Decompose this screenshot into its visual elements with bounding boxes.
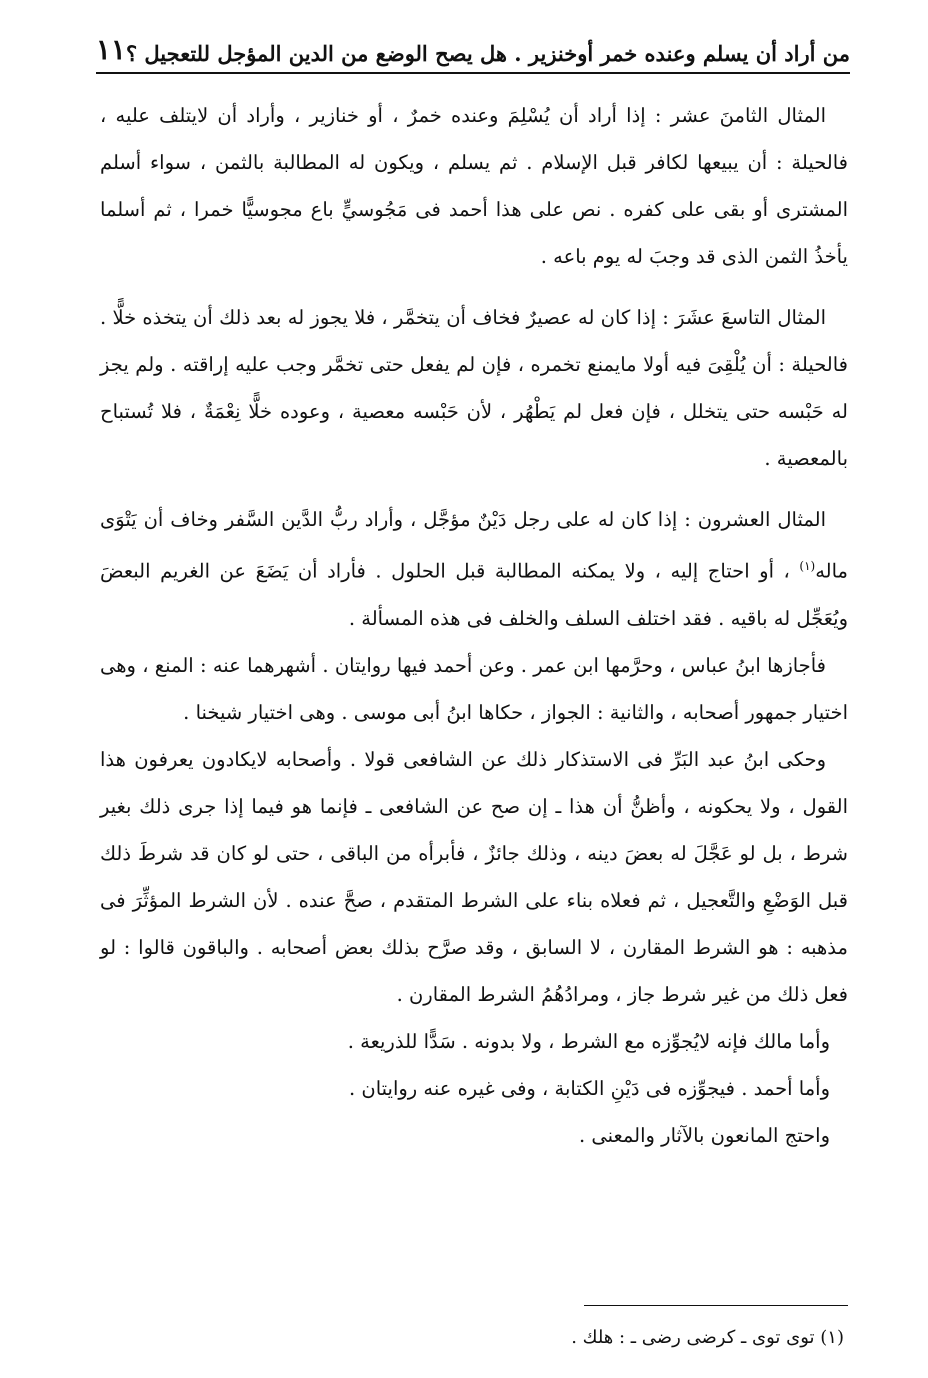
footnote-divider xyxy=(584,1305,848,1306)
paragraph-example-20 xyxy=(100,496,848,642)
header-title: من أراد أن يسلم وعنده خمر أوخنزير . هل يصح الوضع من الدين المؤجل للتعجيل ؟ xyxy=(125,41,850,66)
footnote-marker: (١) xyxy=(799,559,816,573)
paragraph-malik: وأما مالك فإنه لايُجوِّزه مع الشرط ، ولا بدونه . سَدًّا للذريعة . xyxy=(347,1029,830,1053)
footnote xyxy=(100,1322,844,1354)
footnote-number: (١) xyxy=(820,1327,844,1348)
paragraph-example-20-part2: ، أو احتاج إليه ، ولا يمكنه المطالبة قبل الحلول . فأراد أن يَضَعَ عن الغريم البعضَ ويُعَجِّل له باقيه . فقد اختلف السلف والخلف فى هذه المسألة . xyxy=(100,559,848,630)
paragraph-opinions: فأجازها ابنُ عباس ، وحرَّمها ابن عمر . وعن أحمد فيها روايتان . أشهرهما عنه : المنع ، وهى اختيار جمهور أصحابه ، والثانية : الجواز ، حكاها ابنُ أبى موسى . وهى اختيار شيخنا . xyxy=(100,653,848,724)
page-number: ١١ xyxy=(95,33,126,66)
running-header xyxy=(96,22,850,74)
paragraph-example-20-part1: المثال العشرون : إذا كان له على رجل دَيْنٌ مؤجَّل ، وأراد ربُّ الدَّين السَّفر وخاف أن يَتْوَى ماله xyxy=(100,508,848,583)
main-text xyxy=(100,92,848,1159)
footnote-text: توى توى ـ كرضى رضى ـ : هلك . xyxy=(571,1327,815,1348)
paragraph-ibn-abd-al-barr: وحكى ابنُ عبد البَرِّ فى الاستذكار ذلك عن الشافعى قولا . وأصحابه لايكادون يعرفون هذا القول ، ولا يحكونه ، وأظنُّ أن هذا ـ إن صح عن الشافعى ـ فإنما هو فيما إذا جرى ذلك بغير شرط ، بل لو عَجَّلَ له بعضَ دينه ، وذلك جائزٌ ، فأبرأه من الباقى ، حتى لو كان قد شرطَ ذلك قبل الوَضْعِ والتَّعجيل ، ثم فعلاه بناء على الشرط المتقدم ، صحَّ عنده . لأن الشرط المؤثِّرَ فى مذهبه : هو الشرط المقارن ، لا السابق ، وقد صرَّح بذلك بعض أصحابه . والباقون قالوا : لو فعل ذلك من غير شرط جاز ، ومرادُهُمُ الشرط المقارن . xyxy=(100,747,848,1006)
paragraph-ahmad: وأما أحمد . فيجوِّزه فى دَيْنِ الكتابة ، وفى غيره عنه روايتان . xyxy=(349,1076,830,1100)
paragraph-objectors: واحتج المانعون بالآثار والمعنى . xyxy=(578,1123,830,1147)
paragraph-example-18: المثال الثامنَ عشر : إذا أراد أن يُسْلِمَ وعنده خمرٌ ، أو خنازير ، وأراد أن لايتلف عليه ، فالحيلة : أن يبيعها لكافر قبل الإسلام . ثم يسلم ، ويكون له المطالبة بالثمن ، سواء أسلم المشترى أو بقى على كفره . نص على هذا أحمد فى مَجُوسيٍّ باع مجوسيًّا خمرا ، ثم أسلما يأخذُ الثمن الذى قد وجبَ له يوم باعه . xyxy=(100,104,848,268)
paragraph-example-19: المثال التاسعَ عشَرَ : إذا كان له عصيرٌ فخاف أن يتخمَّر ، فلا يجوز له بعد ذلك أن يتخذه خلًّا . فالحيلة : أن يُلْقِىَ فيه أولا مايمنع تخمره ، فإن لم يفعل حتى تخمَّر وجب عليه إراقته . ولم يجز له حَبْسه حتى يتخلل ، فإن فعل لم يَطْهُر ، لأن حَبْسه معصية ، وعوده خلًّا نِعْمَةٌ ، فلا تُستباح بالمعصية . xyxy=(100,306,848,470)
